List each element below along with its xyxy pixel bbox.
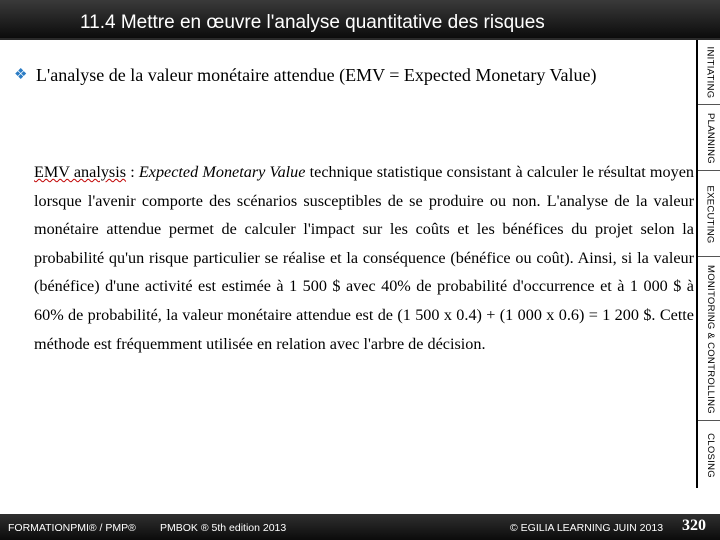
phase-monitoring-controlling: MONITORING & CONTROLLING: [704, 264, 716, 414]
diamond-bullet-icon: ❖: [14, 67, 28, 83]
phase-planning: PLANNING: [704, 112, 716, 164]
bullet-text: L'analyse de la valeur monétaire attendue (EMV = Expected Monetary Value): [36, 65, 597, 85]
phase-divider: [698, 170, 720, 171]
body-text: technique statistique consistant à calculer le résultat moyen lorsque l'avenir comporte des scénarios susceptibles de se produire ou non. L'analyse de la valeur monétaire attendue permet de calculer l'impact sur les coûts et les bénéfices du projet selon la probabilité qu'un risque particulier se réalise et la conséquence (bénéfice ou coût). Ainsi, si la valeur (bénéfice) d'une activité est estimée à 1 500 $ avec 40% de probabilité d'occurrence et à 1 000 $ à 60% de probabilité, la valeur monétaire attendue est de (1 500 x 0.4) + (1 000 x 0.6) = 1 200 $. Cette méthode est fréquemment utilisée en relation avec l'arbre de décision.: [34, 163, 694, 353]
footer-bar: [0, 514, 720, 540]
process-phase-strip: [696, 40, 720, 488]
phase-closing: CLOSING: [704, 432, 716, 478]
term-separator: :: [126, 163, 139, 181]
phase-divider: [698, 104, 720, 105]
emv-definition: Expected Monetary Value: [138, 163, 306, 181]
page-number: 320: [682, 517, 706, 534]
phase-executing: EXECUTING: [704, 184, 716, 244]
footer-left: FORMATIONPMI® / PMP®: [8, 522, 136, 534]
bullet-item: [14, 64, 674, 86]
footer-right: © EGILIA LEARNING JUIN 2013: [510, 522, 664, 534]
title-bar: [0, 0, 720, 40]
phase-divider: [698, 256, 720, 257]
body-paragraph: [34, 158, 694, 358]
slide-title: 11.4 Mettre en œuvre l'analyse quantitative des risques: [80, 12, 545, 33]
footer-middle: PMBOK ® 5th edition 2013: [160, 522, 287, 534]
emv-term: EMV analysis: [34, 163, 127, 181]
phase-initiating: INITIATING: [704, 46, 716, 98]
phase-divider: [698, 420, 720, 421]
